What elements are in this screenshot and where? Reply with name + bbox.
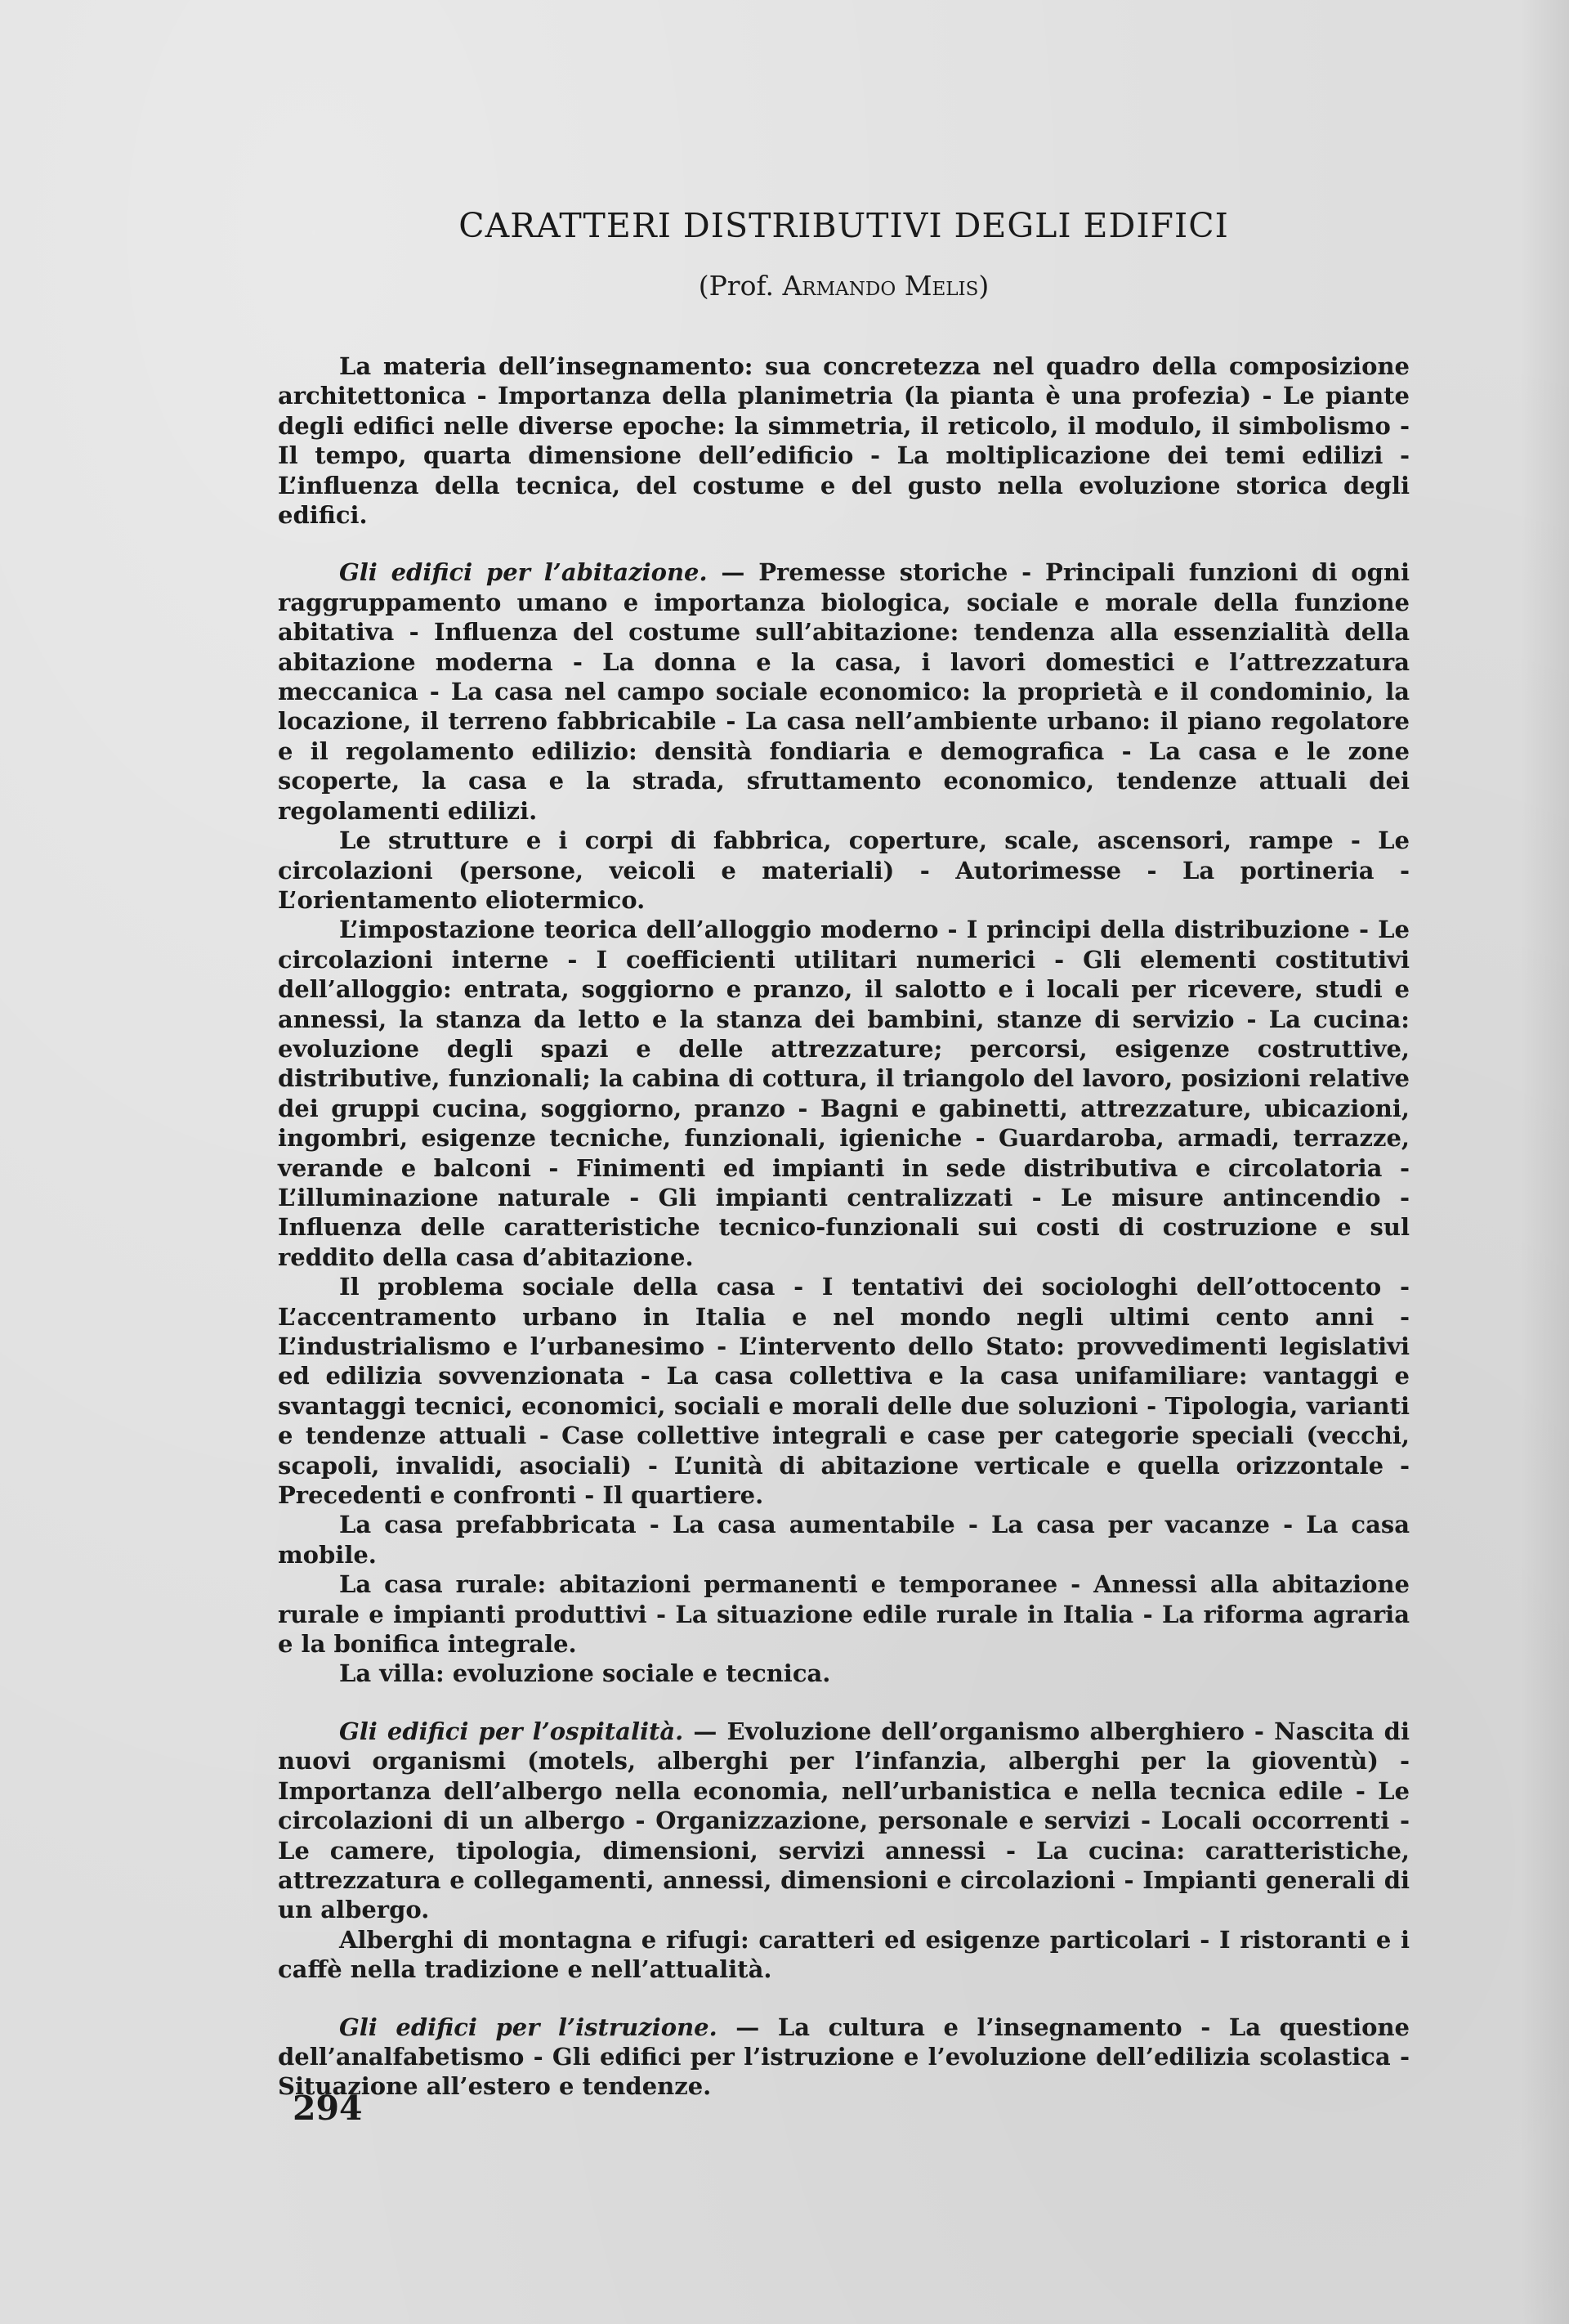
author-line xyxy=(278,268,1410,304)
page-number: 294 xyxy=(293,2089,363,2128)
paragraph-villa: La villa: evoluzione sociale e tecnica. xyxy=(339,1659,831,1688)
paragraph-ospitalita xyxy=(278,1717,1410,1925)
section-head-ospitalita: Gli edifici per l’ospitalità. xyxy=(339,1717,684,1745)
paragraph-problema-sociale: Il problema sociale della casa - I tentativi dei sociologhi dell’ottocento - L’accentramento urbano in Italia e nel mondo negli ultimi cento anni - L’industrialismo e l’urbanesimo - L’intervento dello Stato: provvedimenti legislativi ed edilizia sovvenzionata - La casa collettiva e la casa unifamiliare: vantaggi e svantaggi tecnici, economici, sociali e morali delle due soluzioni - Tipologia, varianti e tendenze attuali - Case collettive integrali e case per categorie speciali (vecchi, scapoli, invalidi, asociali) - L’unità di abitazione verticale e quella orizzontale - Precedenti e confronti - Il quartiere. xyxy=(278,1273,1410,1510)
dash: — xyxy=(717,2013,778,2041)
dash: — xyxy=(707,558,759,587)
paragraph-abitazione xyxy=(278,557,1410,826)
document-title: CARATTERI DISTRIBUTIVI DEGLI EDIFICI xyxy=(458,206,1229,245)
paragraph-intro: La materia dell’insegnamento: sua concretezza nel quadro della composizione architettonica - Importanza della planimetria (la pianta è una profezia) - Le piante degli edifici nelle diverse epoche: la simmetria, il reticolo, il modulo, il simbolismo - Il tempo, quarta dimensione dell’edificio - La moltiplicazione dei temi edilizi - L’influenza della tecnica, del costume e del gusto nella evoluzione storica degli edifici. xyxy=(278,352,1410,530)
section-head-abitazione: Gli edifici per l’abitazione. xyxy=(339,558,708,587)
paragraph-prefabbricata: La casa prefabbricata - La casa aumentabile - La casa per vacanze - La casa mobile. xyxy=(278,1511,1410,1569)
paragraph-casa-rurale: La casa rurale: abitazioni permanenti e temporanee - Annessi alla abitazione rurale e impianti produttivi - La situazione edile rurale in Italia - La riforma agraria e la bonifica integrale. xyxy=(278,1570,1410,1659)
page-content xyxy=(278,204,1410,2102)
section-head-istruzione: Gli edifici per l’istruzione. xyxy=(339,2013,717,2041)
dash: — xyxy=(683,1717,727,1745)
author-name: Armando Melis xyxy=(782,270,979,302)
paragraph-text: Evoluzione dell’organismo alberghiero - Nascita di nuovi organismi (motels, alberghi per l’infanzia, alberghi per la gioventù) - Importanza dell’albergo nella economia, nell’urbanistica e nella tecnica edile - Le circolazioni di un albergo - Organizzazione, personale e servizi - Locali occorrenti - Le camere, tipologia, dimensioni, servizi annessi - La cucina: caratteristiche, attrezzatura e collegamenti, annessi, dimensioni e circolazioni - Impianti generali di un albergo. xyxy=(278,1717,1410,1924)
paragraph-strutture: Le strutture e i corpi di fabbrica, coperture, scale, ascensori, rampe - Le circolazioni (persone, veicoli e materiali) - Autorimesse - La portineria - L’orientamento eliotermico. xyxy=(278,826,1410,914)
paragraph-alberghi-montagna: Alberghi di montagna e rifugi: caratteri ed esigenze particolari - I ristoranti e i caffè nella tradizione e nell’attualità. xyxy=(278,1925,1410,1984)
paragraph-alloggio: L’impostazione teorica dell’alloggio moderno - I principi della distribuzione - Le circolazioni interne - I coefficienti utilitari numerici - Gli elementi costitutivi dell’alloggio: entrata, soggiorno e pranzo, il salotto e i locali per ricevere, studi e annessi, la stanza da letto e la stanza dei bambini, stanze di servizio - La cucina: evoluzione degli spazi e delle attrezzature; percorsi, esigenze costruttive, distributive, funzionali; la cabina di cottura, il triangolo del lavoro, posizioni relative dei gruppi cucina, soggiorno, pranzo - Bagni e gabinetti, attrezzature, ubicazioni, ingombri, esigenze tecniche, funzionali, igieniche - Guardaroba, armadi, terrazze, verande e balconi - Finimenti ed impianti in sede distributiva e circolatoria - L’illuminazione naturale - Gli impianti centralizzati - Le misure antincendio - Influenza delle caratteristiche tecnico-funzionali sui costi di costruzione e sul reddito della casa d’abitazione. xyxy=(278,916,1410,1271)
paragraph-text: La cultura e l’insegnamento - La questione dell’analfabetismo - Gli edifici per l’istruzione e l’evoluzione dell’edilizia scolastica - Situazione all’estero e tendenze. xyxy=(278,2013,1410,2101)
author-prefix: (Prof. xyxy=(698,270,783,302)
author-suffix: ) xyxy=(978,270,990,302)
paragraph-text: Premesse storiche - Principali funzioni di ogni raggruppamento umano e importanza biologica, sociale e morale della funzione abitativa - Influenza del costume sull’abitazione: tendenza alla essenzialità della abitazione moderna - La donna e la casa, i lavori domestici e l’attrezzatura meccanica - La casa nel campo sociale economico: la proprietà e il condominio, la locazione, il terreno fabbricabile - La casa nell’ambiente urbano: il piano regolatore e il regolamento edilizio: densità fondiaria e demografica - La casa e le zone scoperte, la casa e la strada, sfruttamento economico, tendenze attuali dei regolamenti edilizi. xyxy=(278,558,1410,825)
paragraph-istruzione xyxy=(278,2013,1410,2102)
